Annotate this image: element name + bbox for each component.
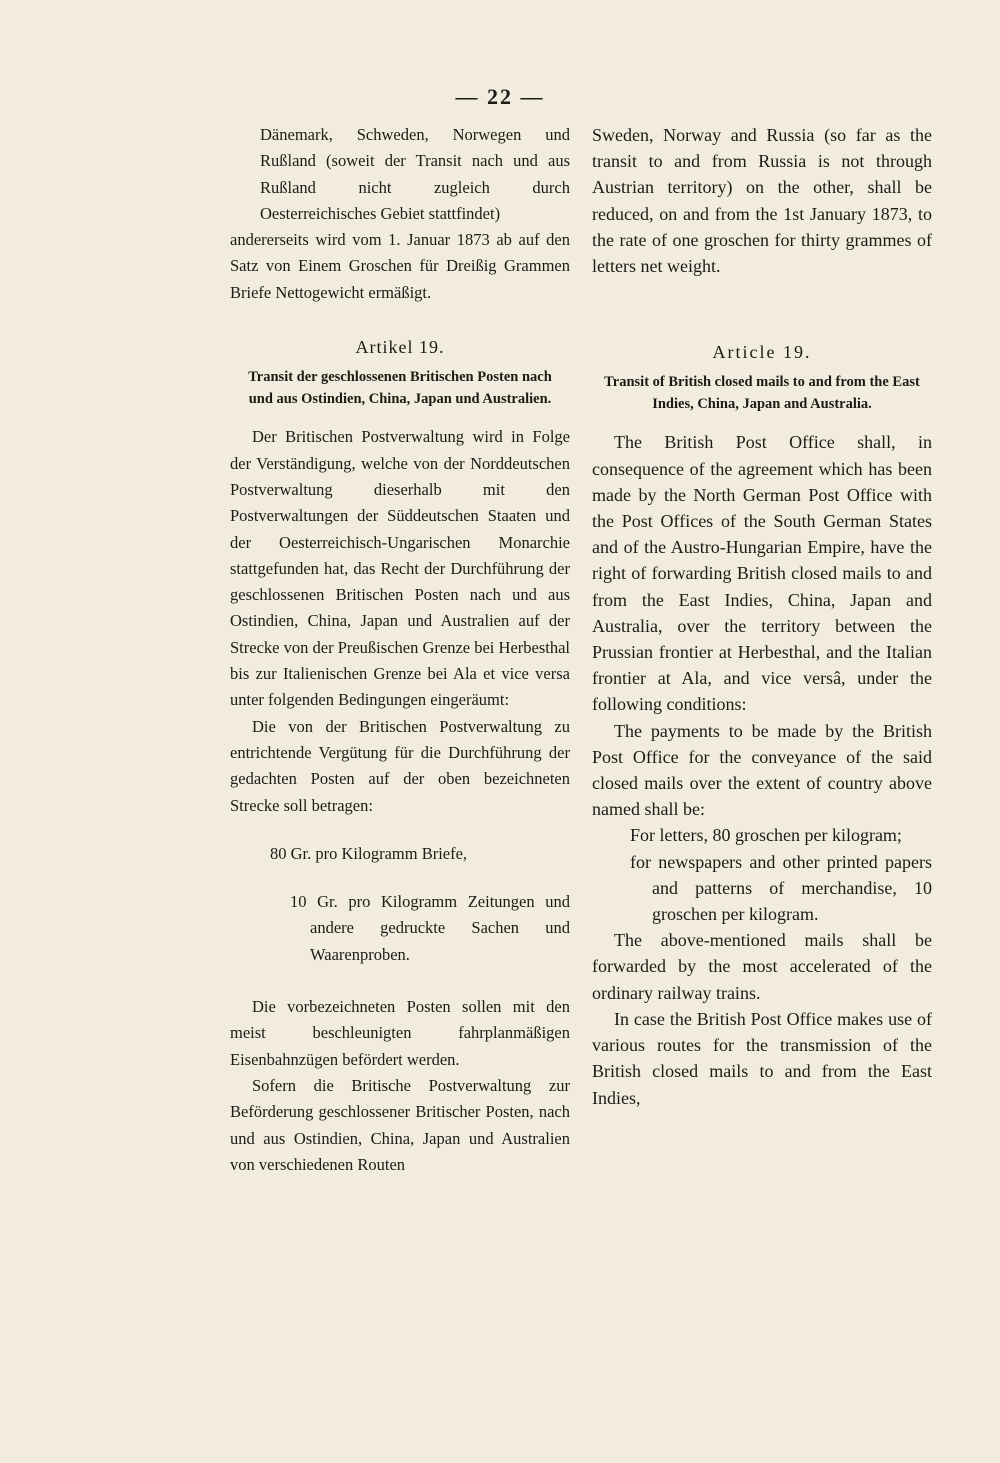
german-paragraph-3: Die vorbezeichneten Posten sollen mit den meist beschleunigten fahrplanmäßigen Eisenbahnzügen befördert werden. — [230, 997, 570, 1069]
english-paragraph-3: The above-mentioned mails shall be forwarded by the most accelerated of the ordinary railway trains. — [592, 930, 932, 1003]
english-intro-continuation: Sweden, Norway and Russia (so far as the transit to and from Russia is not through Austrian territory) on the other, shall be reduced, on and from the 1st January 1873, to the rate of one groschen for thirty grammes of letters net weight. — [592, 125, 932, 277]
german-intro-continuation: Dänemark, Schweden, Norwegen und Rußland (soweit der Transit nach und aus Rußland nicht zugleich durch Oesterreichisches Gebiet stattfindet) — [260, 125, 570, 223]
german-rate-newspapers: 10 Gr. pro Kilogramm Zeitungen und andere gedruckte Sachen und Waarenproben. — [290, 892, 570, 964]
german-intro-conclusion: andererseits wird vom 1. Januar 1873 ab auf den Satz von Einem Groschen für Dreißig Grammen Briefe Nettogewicht ermäßigt. — [230, 230, 570, 302]
english-article-subtitle: Transit of British closed mails to and from the East Indies, China, Japan and Australia. — [604, 374, 920, 413]
english-article-heading: Article 19. — [712, 342, 812, 363]
english-paragraph-1: The British Post Office shall, in consequence of the agreement which has been made by the North German Post Office with the Post Offices of the South German States and of the Austro-Hungarian Empire, have the right of forwarding British closed mails to and from the East Indies, China, Japan and Australia, over the territory between the Prussian frontier at Herbesthal, and the Italian frontier at Ala, and vice versâ, under the following conditions: — [592, 432, 932, 715]
german-paragraph-1: Der Britischen Postverwaltung wird in Folge der Verständigung, welche von der Norddeutschen Postverwaltung dieserhalb mit den Postverwaltungen der Süddeutschen Staaten und der Oesterreichisch-Ungarischen Monarchie stattgefunden hat, das Recht der Durchführung der geschlossenen Britischen Posten nach und aus Ostindien, China, Japan und Australien auf der Strecke von der Preußischen Grenze bei Herbesthal bis zur Italienischen Grenze bei Ala et vice versa unter folgenden Bedingungen eingeräumt: — [230, 427, 570, 710]
page-number: — 22 — — [455, 84, 545, 109]
german-paragraph-2: Die von der Britischen Postverwaltung zu entrichtende Vergütung für die Durchführung der gedachten Posten auf der oben bezeichneten Strecke soll betragen: — [230, 716, 570, 815]
german-paragraph-4: Sofern die Britische Postverwaltung zur Beförderung geschlossener Britischer Posten, nach und aus Ostindien, China, Japan und Australien von verschiedenen Routen — [230, 1075, 570, 1174]
english-rate-letters: For letters, 80 groschen per kilogram; — [630, 825, 902, 846]
german-article-subtitle: Transit der geschlossenen Britischen Posten nach und aus Ostindien, China, Japan und Australien. — [248, 369, 552, 408]
german-rate-letters: 80 Gr. pro Kilogramm Briefe, — [270, 843, 468, 863]
english-paragraph-4: In case the British Post Office makes use of various routes for the transmission of the British closed mails to and from the East Indies, — [592, 1008, 932, 1108]
german-article-heading: Artikel 19. — [355, 337, 445, 358]
english-rate-newspapers: for newspapers and other printed papers and patterns of merchandise, 10 groschen per kilogram. — [630, 851, 932, 925]
english-paragraph-2: The payments to be made by the British Post Office for the conveyance of the said closed mails over the extent of country above named shall be: — [592, 720, 932, 820]
english-column — [592, 122, 932, 1111]
german-column — [230, 122, 570, 1178]
